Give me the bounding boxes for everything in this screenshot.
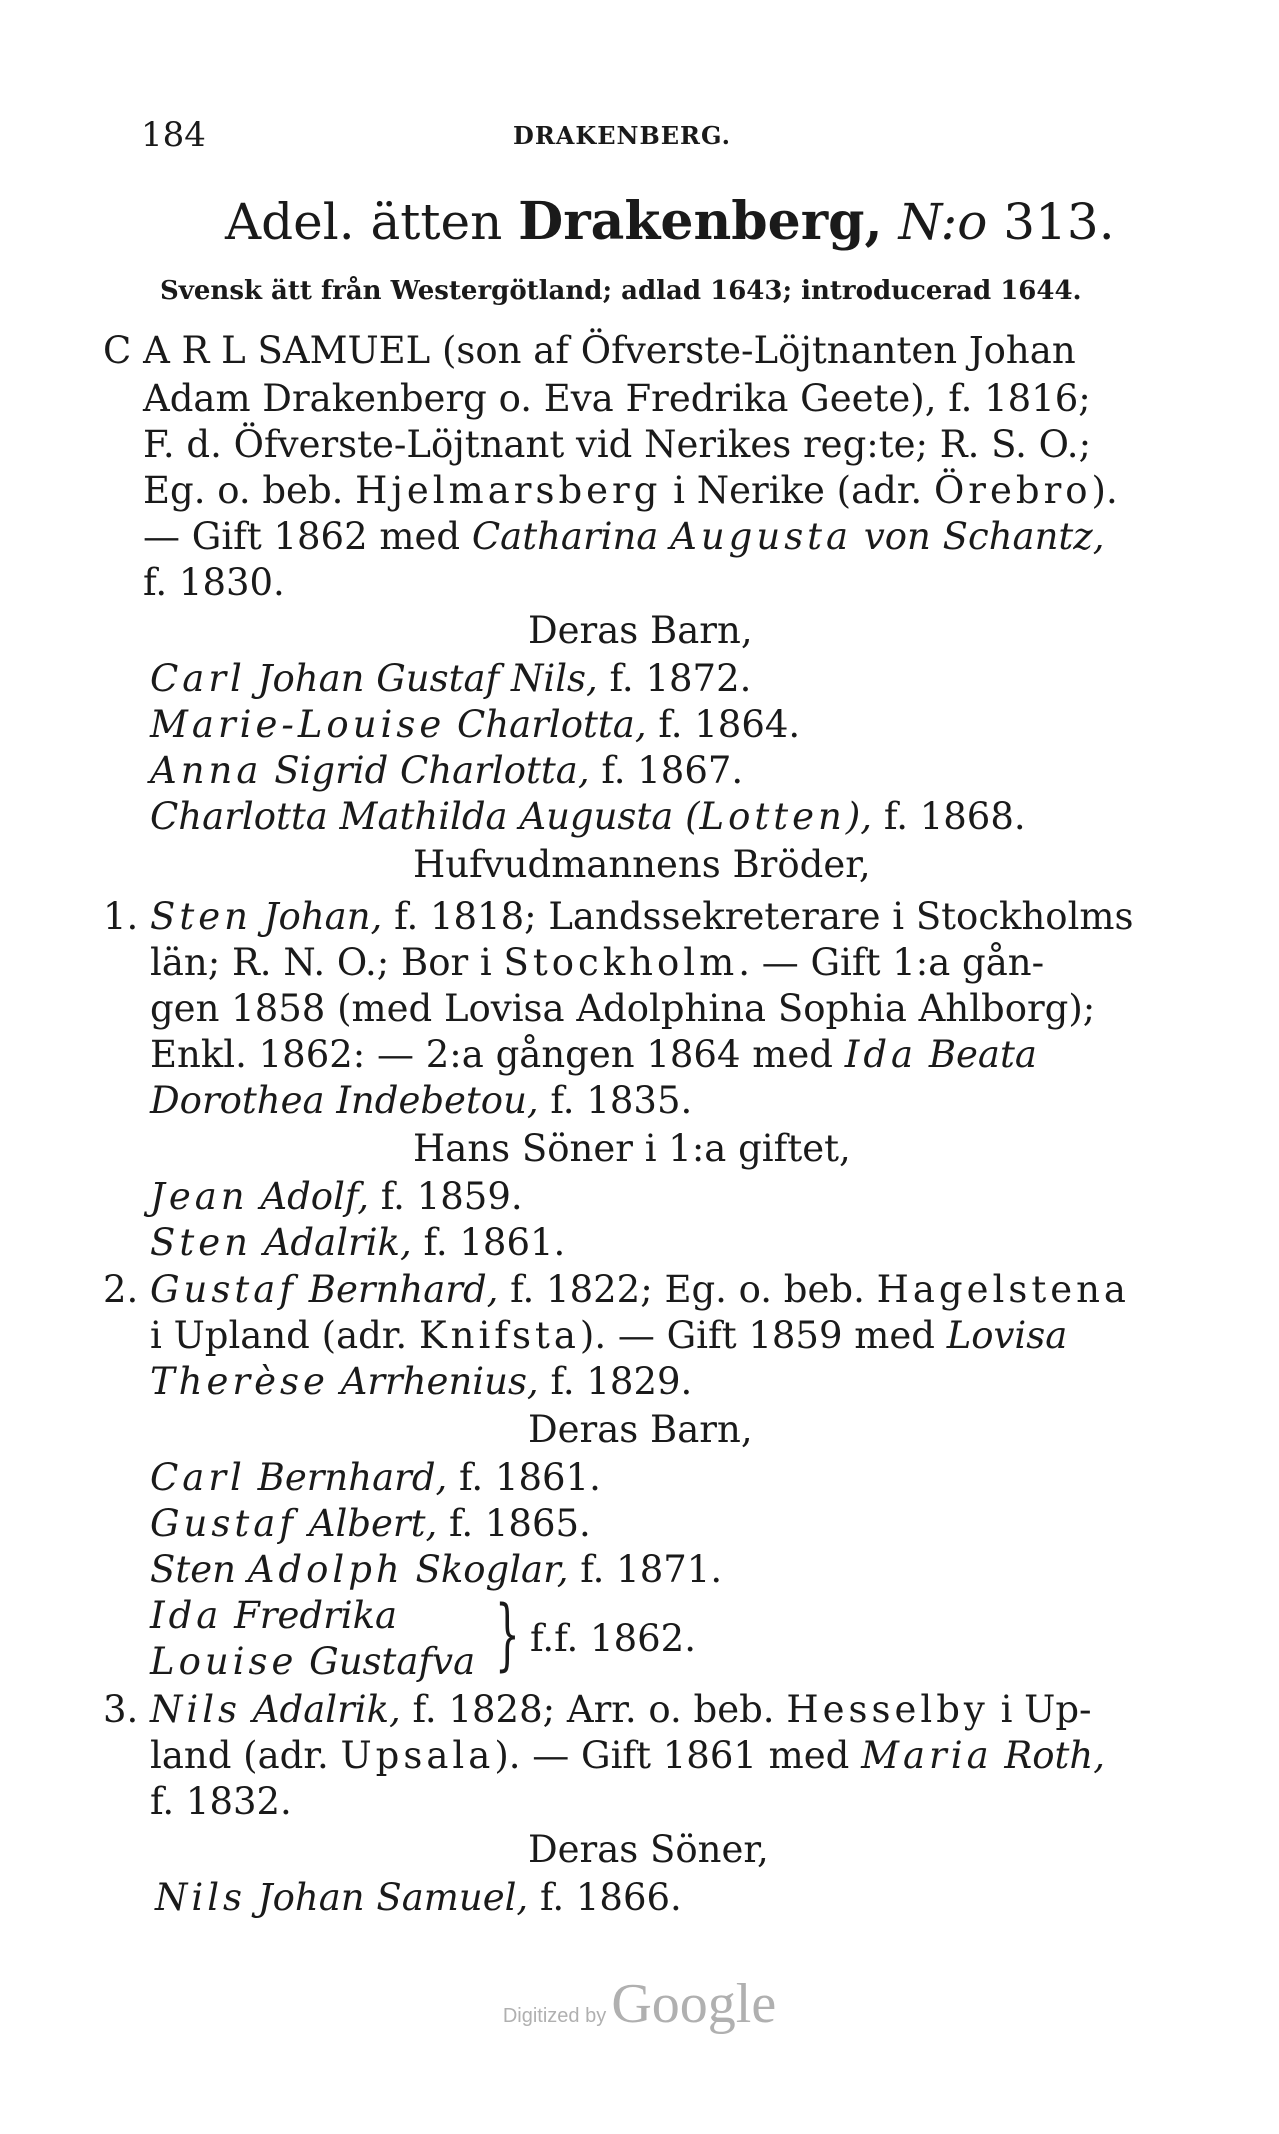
child-birth: f. 1871. xyxy=(568,1548,723,1591)
hans-soner-heading: Hans Söner i 1:a giftet, xyxy=(413,1127,851,1170)
title-no-label: N:o xyxy=(882,193,988,251)
brother-text: f. 1822; Eg. o. beb. xyxy=(498,1268,877,1311)
child-name-spaced: Carl xyxy=(150,1456,246,1499)
digitized-watermark xyxy=(0,1972,1279,2036)
brother-name-spaced: Sten xyxy=(150,895,252,938)
brother-number: 1. xyxy=(103,895,139,938)
son-name-spaced: Jean xyxy=(150,1175,249,1218)
son-entry xyxy=(150,1175,523,1218)
brother-text: i Up- xyxy=(988,1688,1092,1731)
subtitle: Svensk ätt från Westergötland; adlad 1643; introducerad 1644. xyxy=(160,276,1082,306)
brother-text: . — Gift 1:a gån- xyxy=(738,941,1045,984)
brother-name-spaced: Gustaf xyxy=(150,1268,297,1311)
brother-name: Bernhard, xyxy=(297,1268,499,1311)
twin-birth: f.f. 1862. xyxy=(530,1617,696,1660)
brother-1-line-1 xyxy=(150,895,1134,938)
wife-surname: Arrhenius, xyxy=(328,1360,539,1403)
brother-address: Knifsta xyxy=(418,1314,580,1357)
son-name: Adalrik, xyxy=(251,1221,412,1264)
head-line-4 xyxy=(143,469,1118,512)
wife-name: Lovisa xyxy=(946,1314,1068,1357)
brother-estate: Hagelstena xyxy=(876,1268,1130,1311)
child-nickname: Lotten xyxy=(699,795,846,838)
brother-number: 2. xyxy=(103,1268,139,1311)
brother-text: ). — Gift 1859 med xyxy=(579,1314,947,1357)
title-name: Drakenberg, xyxy=(518,191,883,252)
son-name: Johan Samuel, xyxy=(246,1876,529,1919)
head-line-1 xyxy=(103,329,1076,372)
wife-name-spaced: Therèse xyxy=(150,1360,329,1403)
twin-name-spaced: Ida xyxy=(150,1594,223,1637)
head-line-3: F. d. Öfverste-Löjtnant vid Nerikes reg:te; R. S. O.; xyxy=(143,423,1092,466)
title-number: 313. xyxy=(987,193,1115,251)
child-entry xyxy=(150,1502,591,1545)
child-name-spaced: Carl xyxy=(150,657,246,700)
google-logo: Google xyxy=(611,1973,777,2035)
twin-name: Fredrika xyxy=(222,1594,398,1637)
brother-1-line-5 xyxy=(150,1079,693,1122)
son-name-spaced: Nils xyxy=(155,1876,247,1919)
brother-3-line-2 xyxy=(150,1734,1105,1777)
wife-name-spaced: Ida xyxy=(844,1033,918,1076)
digitized-by-label: Digitized by xyxy=(502,2005,607,2027)
head-estate: Hjelmarsberg xyxy=(355,469,662,512)
child-name-spaced: Anna xyxy=(150,749,263,792)
wife-called-name: Augusta xyxy=(670,515,853,558)
child-name: Charlotta Mathilda Augusta ( xyxy=(150,795,700,838)
head-line-4-a: Eg. o. beb. xyxy=(143,469,356,512)
child-birth: f. 1861. xyxy=(447,1456,601,1499)
child-name-spaced: Gustaf xyxy=(150,1502,297,1545)
brother-2-line-1 xyxy=(150,1268,1130,1311)
child-name: Sten xyxy=(150,1548,248,1591)
brother-name: Adalrik, xyxy=(241,1688,401,1731)
child-birth: f. 1867. xyxy=(589,749,744,792)
head-line-4-c: i Nerike (adr. xyxy=(661,469,934,512)
head-line-4-e: ). xyxy=(1091,469,1118,512)
brother-address: Upsala xyxy=(340,1734,495,1777)
brother-text: f. 1828; Arr. o. beb. xyxy=(400,1688,787,1731)
head-address: Örebro xyxy=(933,469,1092,512)
brother-3-line-3: f. 1832. xyxy=(150,1780,292,1823)
son-birth: f. 1866. xyxy=(528,1876,682,1919)
twin-name-spaced: Louise xyxy=(150,1640,298,1683)
brother-text: land (adr. xyxy=(150,1734,341,1777)
title-prefix: Adel. ätten xyxy=(225,193,519,251)
child-birth: f. 1872. xyxy=(597,657,752,700)
child-name: Sigrid Charlotta, xyxy=(262,749,590,792)
brother-1-line-2 xyxy=(150,941,1045,984)
child-name-spaced: Adolph xyxy=(247,1548,404,1591)
child-birth: f. 1868. xyxy=(872,795,1026,838)
twin-name: Gustafva xyxy=(297,1640,476,1683)
child-entry xyxy=(150,795,1026,838)
wife-birth: f. 1835. xyxy=(538,1079,693,1122)
child-birth: f. 1865. xyxy=(437,1502,591,1545)
wife-name: Dorothea Indebetou, xyxy=(150,1079,539,1122)
child-name-end: ), xyxy=(845,795,873,838)
son-name-spaced: Sten xyxy=(150,1221,252,1264)
deras-barn-heading-2: Deras Barn, xyxy=(528,1408,753,1451)
brother-estate: Hesselby xyxy=(786,1688,989,1731)
brother-text: f. 1818; Landssekreterare i Stockholms xyxy=(382,895,1134,938)
child-name-spaced: Marie-Louise xyxy=(150,703,446,746)
page-number: 184 xyxy=(141,115,206,155)
twin-brace: } xyxy=(495,1590,520,1680)
child-entry xyxy=(150,1548,723,1591)
brother-text: ). — Gift 1861 med xyxy=(494,1734,862,1777)
wife-name: Beata xyxy=(917,1033,1037,1076)
brother-name: Johan, xyxy=(251,895,383,938)
child-entry xyxy=(150,749,744,792)
brother-3-line-1 xyxy=(150,1688,1092,1731)
head-line-2: Adam Drakenberg o. Eva Fredrika Geete), f. 1816; xyxy=(143,377,1091,420)
brother-1-line-4 xyxy=(150,1033,1037,1076)
wife-surname: Roth, xyxy=(992,1734,1105,1777)
family-title xyxy=(225,191,1115,252)
hufvudmannens-broder-heading: Hufvudmannens Bröder, xyxy=(413,843,871,886)
head-line-1-text: SAMUEL (son af Öfverste-Löjtnanten Johan xyxy=(245,329,1076,372)
deras-soner-heading: Deras Söner, xyxy=(528,1828,769,1871)
wife-first-name: Catharina xyxy=(471,515,671,558)
son-birth: f. 1861. xyxy=(411,1221,566,1264)
head-first-name: C A R L xyxy=(103,329,246,372)
son-entry xyxy=(155,1876,682,1919)
brother-2-line-3 xyxy=(150,1360,693,1403)
brother-2-line-2 xyxy=(150,1314,1068,1357)
child-birth: f. 1864. xyxy=(646,703,801,746)
twin-entry xyxy=(150,1640,476,1683)
brother-text: Enkl. 1862: — 2:a gången 1864 med xyxy=(150,1033,845,1076)
child-entry xyxy=(150,703,801,746)
wife-name-spaced: Maria xyxy=(861,1734,993,1777)
brother-number: 3. xyxy=(103,1688,139,1731)
head-line-6: f. 1830. xyxy=(143,561,285,604)
son-name: Adolf, xyxy=(248,1175,370,1218)
brother-1-line-3: gen 1858 (med Lovisa Adolphina Sophia Ahlborg); xyxy=(150,987,1096,1030)
deras-barn-heading-1: Deras Barn, xyxy=(528,609,753,652)
child-name: Johan Gustaf Nils, xyxy=(245,657,598,700)
child-name: Charlotta, xyxy=(445,703,647,746)
twin-entry xyxy=(150,1594,398,1637)
wife-surname: von Schantz, xyxy=(852,515,1105,558)
child-name: Albert, xyxy=(297,1502,438,1545)
wife-birth: f. 1829. xyxy=(538,1360,693,1403)
running-title: DRAKENBERG. xyxy=(513,121,731,150)
child-entry xyxy=(150,657,752,700)
head-line-5-a: — Gift 1862 med xyxy=(143,515,472,558)
child-name: Skoglar, xyxy=(403,1548,569,1591)
brother-text: län; R. N. O.; Bor i xyxy=(150,941,504,984)
brother-name-spaced: Nils xyxy=(150,1688,242,1731)
brother-residence: Stockholm xyxy=(503,941,739,984)
son-entry xyxy=(150,1221,566,1264)
child-entry xyxy=(150,1456,601,1499)
head-line-5 xyxy=(143,515,1105,558)
child-name: Bernhard, xyxy=(245,1456,448,1499)
brother-text: i Upland (adr. xyxy=(150,1314,419,1357)
son-birth: f. 1859. xyxy=(369,1175,523,1218)
